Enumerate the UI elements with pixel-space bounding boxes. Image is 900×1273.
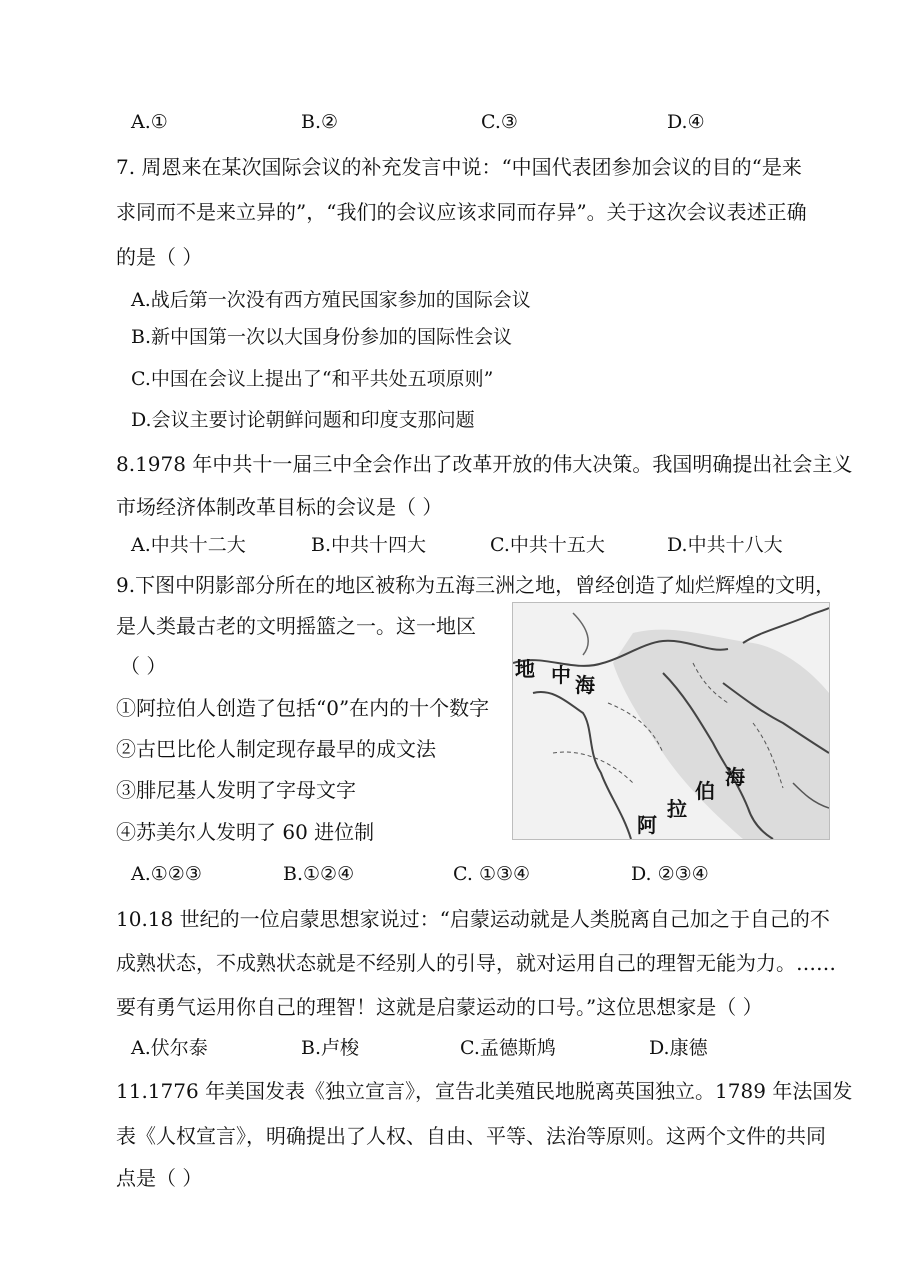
q9-statement-1: ①阿拉伯人创造了包括“0”在内的十个数字 bbox=[116, 696, 490, 720]
q10-option-c: C.孟德斯鸠 bbox=[460, 1037, 556, 1059]
q6-option-c: C.③ bbox=[481, 111, 518, 133]
q7-option-d: D.会议主要讨论朝鲜问题和印度支那问题 bbox=[131, 409, 475, 431]
q9-option-a: A.①②③ bbox=[131, 863, 202, 885]
q8-option-c: C.中共十五大 bbox=[490, 534, 605, 556]
q9-statement-4: ④苏美尔人发明了 60 进位制 bbox=[116, 820, 375, 844]
q8-stem-line-2: 市场经济体制改革目标的会议是（ ） bbox=[116, 495, 443, 519]
q10-stem-line-2: 成熟状态，不成熟状态就是不经别人的引导，就对运用自己的理智无能为力。…… bbox=[116, 951, 836, 975]
q9-option-b: B.①②④ bbox=[283, 863, 355, 885]
q6-option-d: D.④ bbox=[667, 111, 705, 133]
map-label-hai-2: 海 bbox=[725, 765, 745, 789]
q11-stem-line-3: 点是（ ） bbox=[116, 1166, 203, 1190]
map-label-hai-1: 海 bbox=[575, 673, 595, 697]
q7-option-c: C.中国在会议上提出了“和平共处五项原则” bbox=[131, 368, 494, 390]
q10-option-b: B.卢梭 bbox=[301, 1037, 360, 1059]
q9-stem-line-2: 是人类最古老的文明摇篮之一。这一地区 bbox=[116, 614, 476, 638]
q7-option-a: A.战后第一次没有西方殖民国家参加的国际会议 bbox=[131, 289, 531, 311]
q8-option-a: A.中共十二大 bbox=[131, 534, 246, 556]
q9-statement-2: ②古巴比伦人制定现存最早的成文法 bbox=[116, 737, 436, 761]
map-label-a: 阿 bbox=[637, 813, 657, 837]
q9-stem-line-3: （ ） bbox=[120, 654, 167, 678]
map-label-la: 拉 bbox=[667, 797, 687, 821]
middle-east-map bbox=[512, 602, 830, 840]
q7-stem-line-3: 的是（ ） bbox=[116, 245, 203, 269]
q10-stem-line-1: 10.18 世纪的一位启蒙思想家说过：“启蒙运动就是人类脱离自己加之于自己的不 bbox=[116, 907, 830, 931]
q8-option-b: B.中共十四大 bbox=[311, 534, 427, 556]
q9-option-d: D. ②③④ bbox=[631, 863, 709, 885]
q7-stem-line-1: 7. 周恩来在某次国际会议的补充发言中说：“中国代表团参加会议的目的“是来 bbox=[116, 155, 802, 179]
q7-stem-line-2: 求同而不是来立异的”，“我们的会议应该求同而存异”。关于这次会议表述正确 bbox=[116, 200, 807, 224]
q9-statement-3: ③腓尼基人发明了字母文字 bbox=[116, 778, 356, 802]
q6-option-a: A.① bbox=[131, 111, 168, 133]
q9-option-c: C. ①③④ bbox=[453, 863, 531, 885]
q6-option-b: B.② bbox=[301, 111, 339, 133]
q10-option-d: D.康德 bbox=[649, 1037, 708, 1059]
q10-option-a: A.伏尔泰 bbox=[131, 1037, 208, 1059]
map-label-di: 地 bbox=[515, 657, 535, 681]
q8-option-d: D.中共十八大 bbox=[667, 534, 783, 556]
map-label-bo: 伯 bbox=[695, 779, 715, 803]
q7-option-b: B.新中国第一次以大国身份参加的国际性会议 bbox=[131, 326, 513, 348]
q11-stem-line-2: 表《人权宣言》，明确提出了人权、自由、平等、法治等原则。这两个文件的共同 bbox=[116, 1124, 826, 1148]
q9-stem-line-1: 9.下图中阴影部分所在的地区被称为五海三洲之地，曾经创造了灿烂辉煌的文明， bbox=[116, 573, 836, 597]
map-label-zhong: 中 bbox=[551, 663, 571, 687]
q8-stem-line-1: 8.1978 年中共十一届三中全会作出了改革开放的伟大决策。我国明确提出社会主义 bbox=[116, 452, 853, 476]
q10-stem-line-3: 要有勇气运用你自己的理智！这就是启蒙运动的口号。”这位思想家是（ ） bbox=[116, 995, 763, 1019]
q11-stem-line-1: 11.1776 年美国发表《独立宣言》，宣告北美殖民地脱离英国独立。1789 年法国发 bbox=[116, 1079, 853, 1103]
